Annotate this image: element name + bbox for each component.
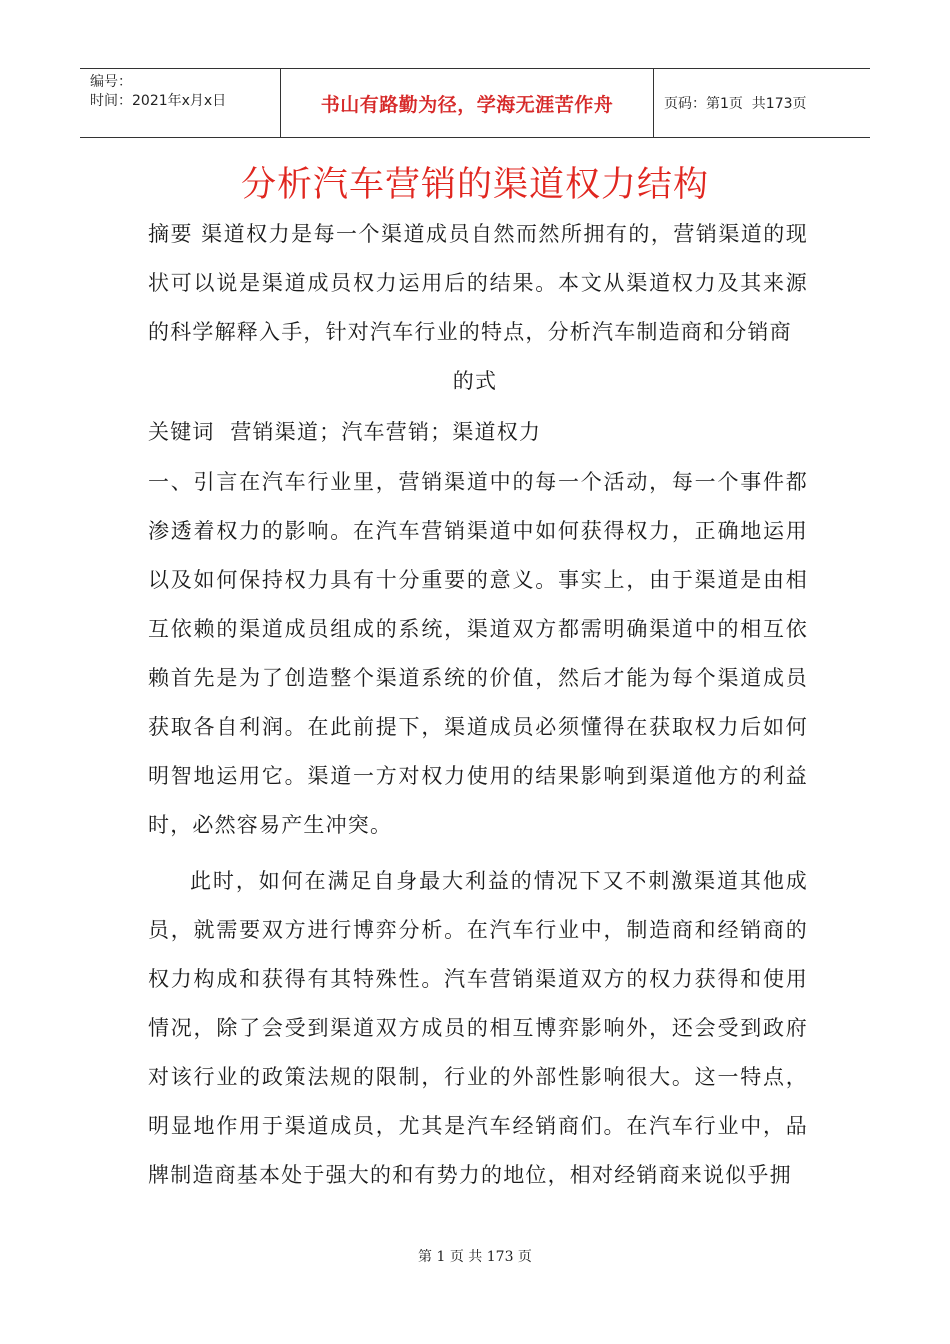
document-time-label: 时间：2021年x月x日 [90,93,227,109]
body-paragraph-second: 此时，如何在满足自身最大利益的情况下又不刺激渠道其他成员，就需要双方进行博弈分析。在汽车行业中，制造商和经销商的权力构成和获得有其特殊性。汽车营销渠道双方的权力获得和使用情况，除了会受到渠道双方成员的相互博弈影响外，还会受到政府对该行业的政策法规的限制，行业的外部性影响很大。这一特点，明显地作用于渠道成员，尤其是汽车经销商们。在汽车行业中，品牌制造商基本处于强大的和有势力的地位，相对经销商来说似乎拥 [148,869,808,1187]
keywords-line [148,408,808,457]
header-page-cell [654,69,870,137]
abstract-tail: 的式 [452,369,498,393]
document-title: 分析汽车营销的渠道权力结构 [240,165,709,205]
header-page-info: 页码：第1页 共173页 [664,96,807,112]
page-header [80,68,870,138]
keywords-text: 关键词 营销渠道；汽车营销；渠道权力 [148,420,542,444]
body-paragraph-introduction: 一、引言在汽车行业里，营销渠道中的每一个活动，每一个事件都渗透着权力的影响。在汽车营销渠道中如何获得权力，正确地运用以及如何保持权力具有十分重要的意义。事实上，由于渠道是由相互依赖的渠道成员组成的系统，渠道双方都需明确渠道中的相互依赖首先是为了创造整个渠道系统的价值，然后才能为每个渠道成员获取各自利润。在此前提下，渠道成员必须懂得在获取权力后如何明智地运用它。渠道一方对权力使用的结果影响到渠道他方的利益时，必然容易产生冲突。 [148,470,808,837]
header-motto-cell [281,69,654,137]
header-meta-cell [80,69,281,137]
page-footer: 第 1 页 共 173 页 [418,1249,532,1265]
abstract-paragraph: 摘要 渠道权力是每一个渠道成员自然而然所拥有的，营销渠道的现状可以说是渠道成员权力运用后的结果。本文从渠道权力及其来源的科学解释入手，针对汽车行业的特点，分析汽车制造商和分销商 [148,222,808,344]
header-motto: 书山有路勤为径，学海无涯苦作舟 [320,93,614,116]
document-number-label: 编号： [90,74,132,90]
